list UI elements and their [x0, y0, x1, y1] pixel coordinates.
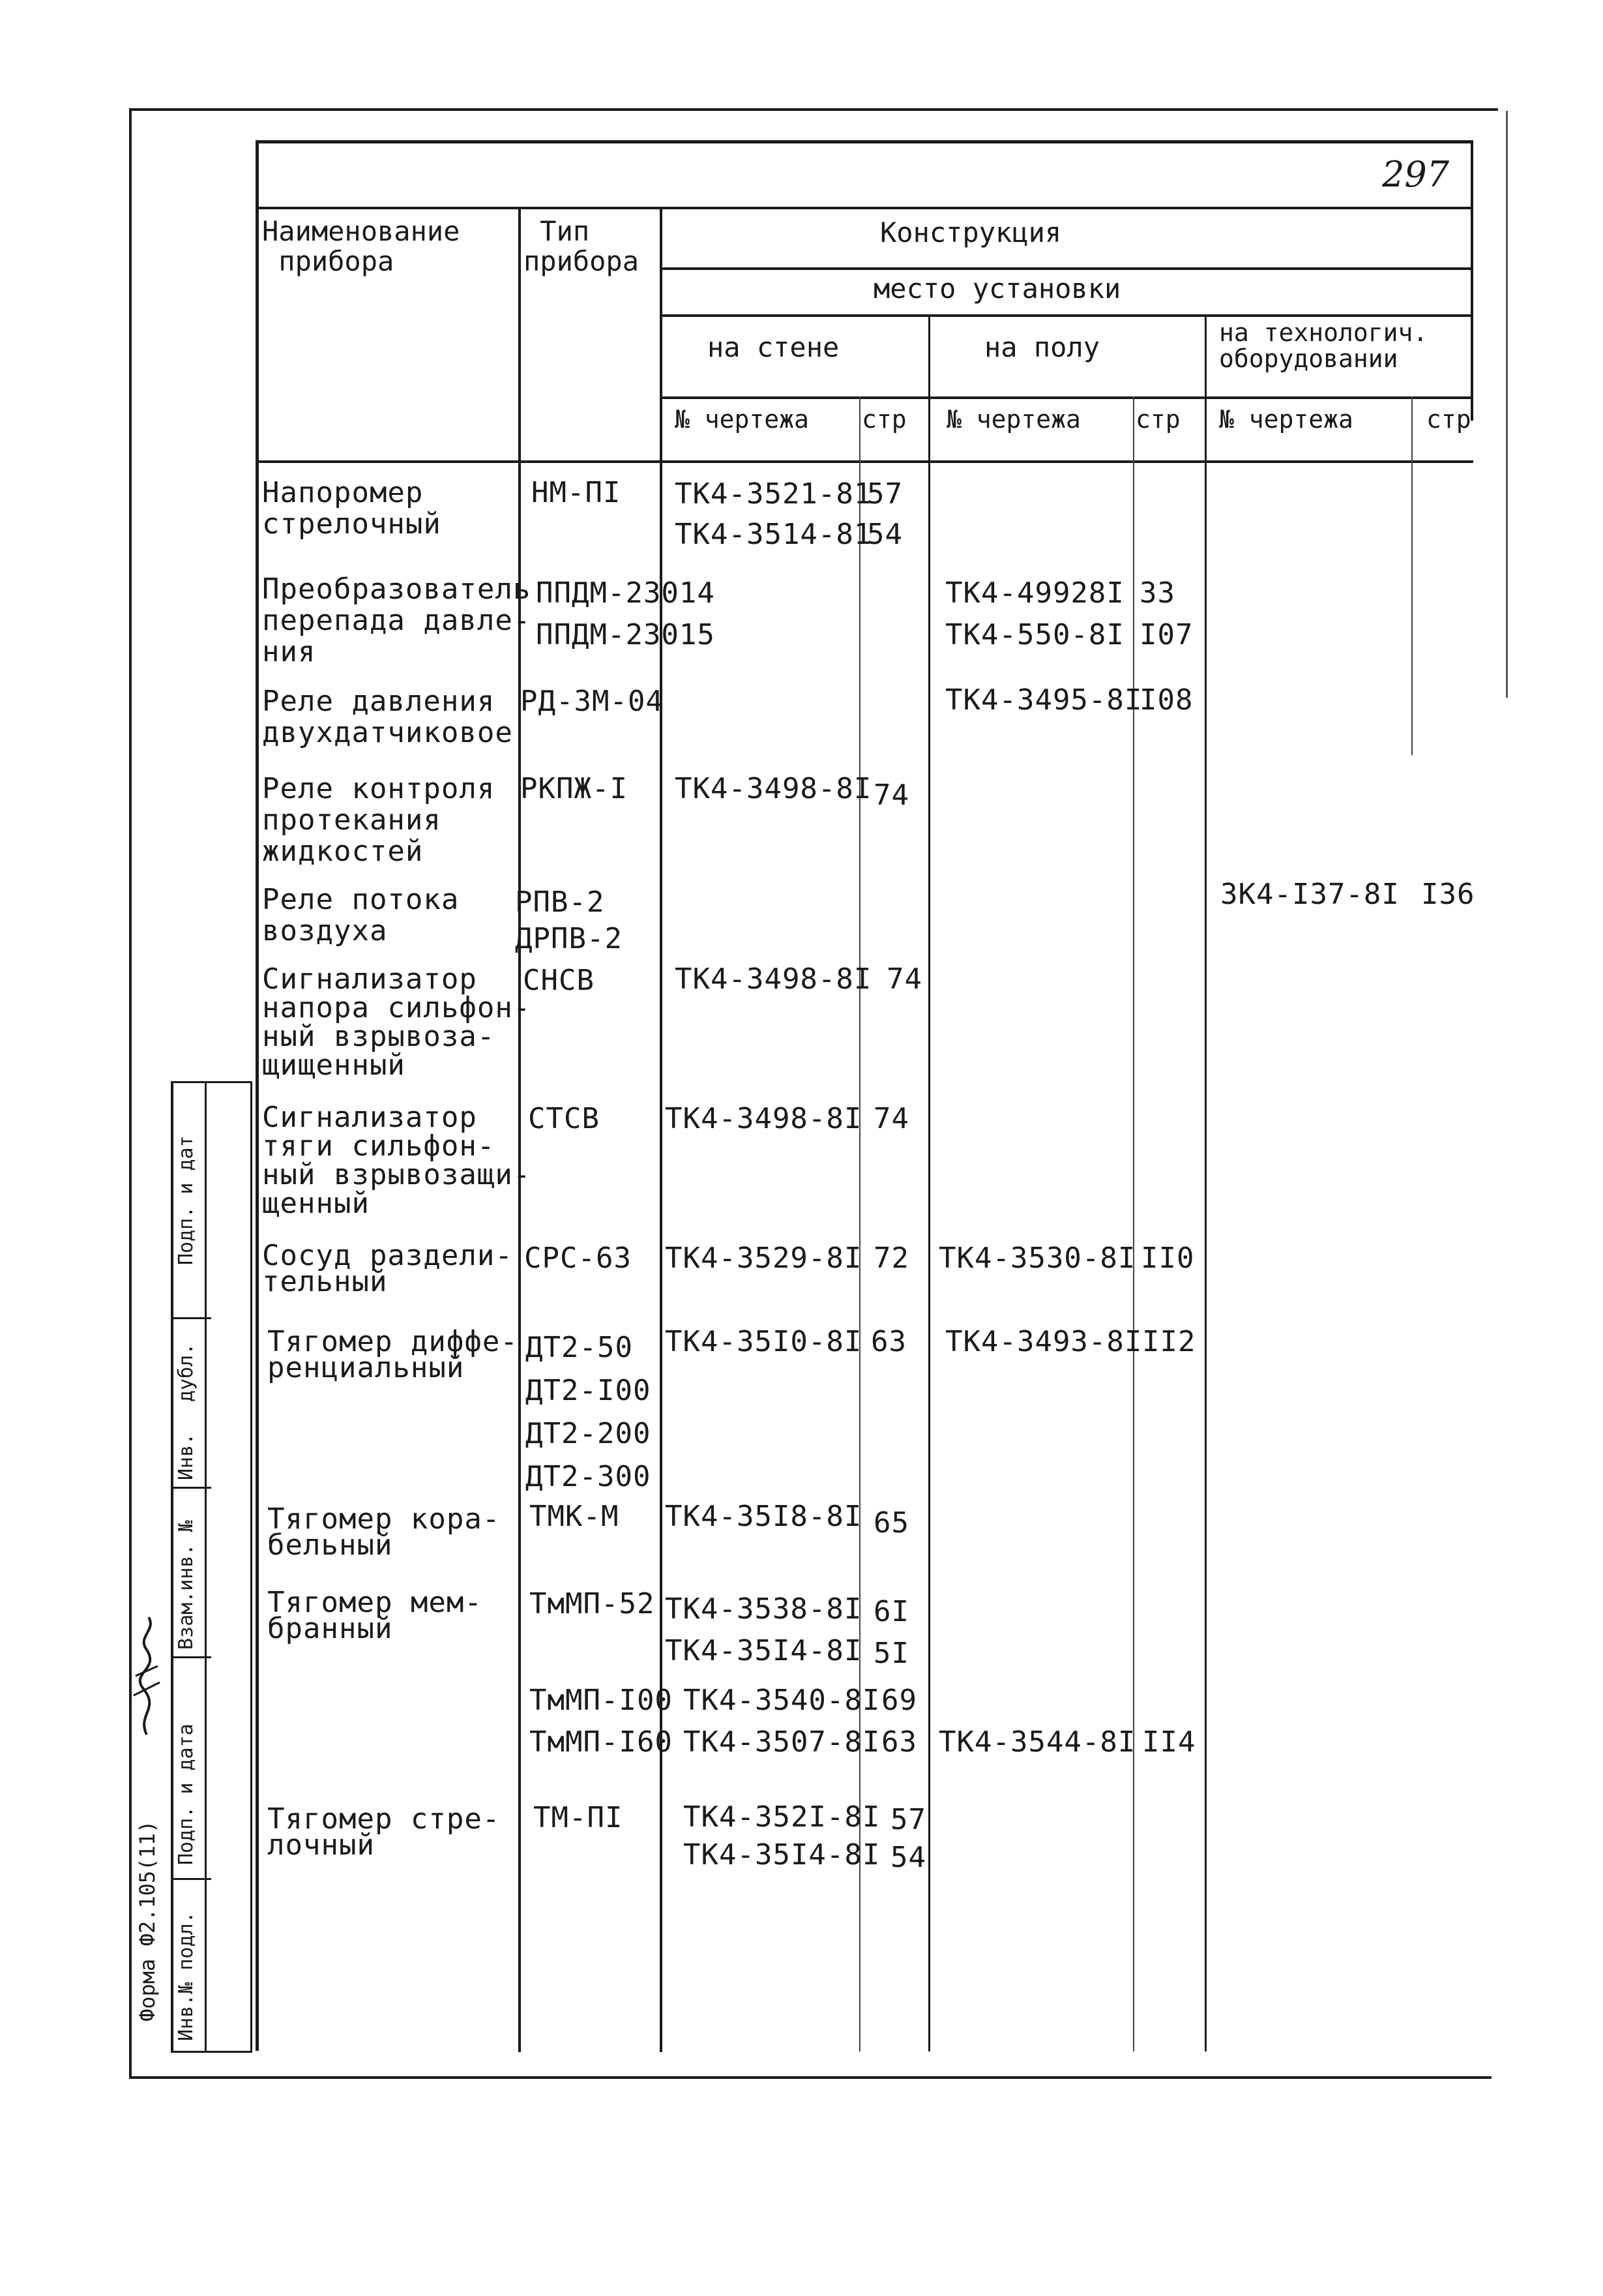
- col-line-equipment: [1205, 314, 1207, 2051]
- row-7-floor-page: II0: [1141, 1242, 1195, 1275]
- table-left-line: [256, 140, 259, 2051]
- header-line-2: [662, 267, 1473, 270]
- stamp-podp-data-2: Подп. и дата: [175, 1723, 198, 1865]
- row-8-floor-page: II2: [1142, 1325, 1196, 1358]
- col-line-wall: [660, 207, 662, 2052]
- stamp-sep-4: [171, 1878, 211, 1880]
- header-name: Наименование прибора: [262, 215, 460, 277]
- signature: [124, 1611, 169, 1741]
- row-12-wall-drawing: ТК4-352I-8I ТК4-35I4-8I: [683, 1800, 881, 1871]
- row-9-wall-page: 65: [874, 1506, 909, 1540]
- row-3-wall-page: 74: [874, 779, 909, 812]
- header-install-place: место установки: [874, 273, 1121, 305]
- row-10-type: ТмМП-52: [529, 1587, 655, 1620]
- col-line-eq-page: [1411, 396, 1413, 755]
- row-0-wall-page: 57 54: [867, 477, 903, 551]
- table-top-line: [256, 140, 1473, 143]
- row-6-wall-drawing: ТК4-3498-8I: [665, 1102, 862, 1135]
- row-5-name: Сигнализатор напора сильфон- ный взрывоза- щищенный: [262, 962, 531, 1082]
- row-5-type: СНСВ: [523, 964, 595, 997]
- header-construction: Конструкция: [880, 216, 1062, 248]
- row-4-eq-drawing: 3К4-I37-8I: [1220, 878, 1400, 911]
- row-2-name: Реле давления двухдатчиковое: [262, 685, 513, 749]
- row-11-type: ТмМП-I00 ТмМП-I60: [529, 1684, 673, 1759]
- row-4-type: РПВ-2 ДРПВ-2: [515, 886, 623, 955]
- stamp-sep-2: [171, 1487, 211, 1489]
- row-3-type: РКПЖ-I: [520, 772, 628, 805]
- header-wall-drawing-no: № чертежа: [675, 405, 809, 434]
- row-11-wall-page: 69 63: [881, 1684, 917, 1759]
- row-8-wall-page: 63: [871, 1325, 907, 1358]
- row-0-type: НМ-ПI: [531, 476, 621, 509]
- row-11-floor-drawing: ТК4-3544-8I: [939, 1725, 1136, 1759]
- stamp-sep-3: [171, 1656, 211, 1658]
- row-11-floor-page: II4: [1142, 1725, 1196, 1759]
- stamp-form: Форма Ф2.105(11): [135, 1820, 160, 2021]
- stamp-dubl: дубл.: [175, 1343, 198, 1402]
- row-1-type: ППДМ-23014 ППДМ-23015: [536, 576, 715, 651]
- row-10-name: Тягомер мем- бранный: [267, 1586, 482, 1645]
- row-7-wall-drawing: ТК4-3529-8I: [665, 1242, 862, 1275]
- row-4-eq-page: I36: [1421, 878, 1475, 911]
- header-line-4: [662, 396, 1473, 399]
- row-5-wall-drawing: ТК4-3498-8I: [675, 962, 872, 996]
- stamp-vzam-inv: Взам.инв. №: [175, 1520, 198, 1650]
- row-6-wall-page: 74: [874, 1102, 909, 1135]
- row-9-wall-drawing: ТК4-35I8-8I: [665, 1500, 862, 1533]
- header-wall-page: стр: [862, 405, 907, 434]
- row-7-wall-page: 72: [874, 1242, 909, 1275]
- row-1-name: Преобразователь перепада давле- ния: [262, 573, 531, 668]
- row-1-floor-page: 33 I07: [1140, 576, 1194, 651]
- header-eq-drawing-no: № чертежа: [1219, 405, 1353, 434]
- row-12-type: ТМ-ПI: [533, 1801, 623, 1834]
- frame-bottom-line: [129, 2076, 1492, 2079]
- row-2-floor-drawing: ТК4-3495-8I: [945, 683, 1143, 717]
- header-floor-drawing-no: № чертежа: [947, 405, 1081, 434]
- row-12-wall-page: 57 54: [890, 1803, 926, 1874]
- row-11-wall-drawing: ТК4-3540-8I ТК4-3507-8I: [683, 1684, 881, 1759]
- row-2-floor-page: I08: [1140, 683, 1194, 717]
- stamp-inv-podl: Инв.№ подл.: [175, 1911, 198, 2041]
- row-7-name: Сосуд раздели- тельный: [262, 1239, 513, 1298]
- row-10-wall-page: 6I 5I: [874, 1595, 909, 1670]
- row-5-wall-page: 74: [887, 962, 922, 996]
- header-line-3: [662, 314, 1473, 317]
- header-top-line: [256, 207, 1473, 209]
- row-1-floor-drawing: ТК4-49928I ТК4-550-8I: [945, 576, 1125, 651]
- page-number: 297: [1382, 154, 1450, 195]
- col-line-floor: [928, 314, 930, 2051]
- stamp-sep-1: [171, 1317, 211, 1319]
- row-9-name: Тягомер кора- бельный: [267, 1502, 501, 1562]
- row-8-floor-drawing: ТК4-3493-8I: [945, 1325, 1143, 1358]
- row-3-name: Реле контроля протекания жидкостей: [262, 772, 495, 868]
- row-8-type: ДТ2-50 ДТ2-I00 ДТ2-200 ДТ2-300: [525, 1331, 651, 1493]
- header-floor-page: стр: [1136, 405, 1181, 434]
- row-6-name: Сигнализатор тяги сильфон- ный взрывозащи- щенный: [262, 1101, 531, 1220]
- row-0-name: Напоромер стрелочный: [262, 476, 441, 541]
- row-3-wall-drawing: ТК4-3498-8I: [675, 772, 872, 805]
- row-7-type: СРС-63: [524, 1242, 632, 1275]
- row-4-name: Реле потока воздуха: [262, 883, 460, 947]
- row-8-name: Тягомер диффе- ренциальный: [267, 1325, 518, 1384]
- stamp-inv: Инв.: [175, 1433, 198, 1480]
- stamp-col-line: [205, 1081, 207, 2053]
- stamp-podp-data-1: Подп. и дат: [175, 1135, 198, 1265]
- row-9-type: ТМК-М: [529, 1500, 619, 1533]
- frame-right-line: [1506, 111, 1508, 698]
- row-6-type: СТСВ: [528, 1102, 600, 1135]
- header-eq-page: стр: [1426, 405, 1471, 434]
- row-7-floor-drawing: ТК4-3530-8I: [939, 1242, 1136, 1275]
- row-12-name: Тягомер стре- лочный: [267, 1802, 501, 1862]
- header-on-equipment: на технологич. оборудовании: [1219, 318, 1428, 373]
- header-bottom-line: [256, 460, 1473, 463]
- row-10-wall-drawing: ТК4-3538-8I ТК4-35I4-8I: [665, 1592, 862, 1667]
- col-line-floor-page: [1133, 396, 1134, 2051]
- header-type: Тип прибора: [523, 215, 640, 277]
- row-2-type: РД-3М-04: [520, 685, 664, 718]
- header-on-wall: на стене: [707, 331, 840, 363]
- frame-left-line: [129, 108, 132, 2078]
- table-right-line: [1471, 140, 1473, 421]
- header-on-floor: на полу: [984, 331, 1100, 363]
- frame-top-line: [129, 108, 1498, 111]
- row-8-wall-drawing: ТК4-35I0-8I: [665, 1325, 862, 1358]
- row-0-wall-drawing: ТК4-3521-81 ТК4-3514-81: [675, 477, 872, 551]
